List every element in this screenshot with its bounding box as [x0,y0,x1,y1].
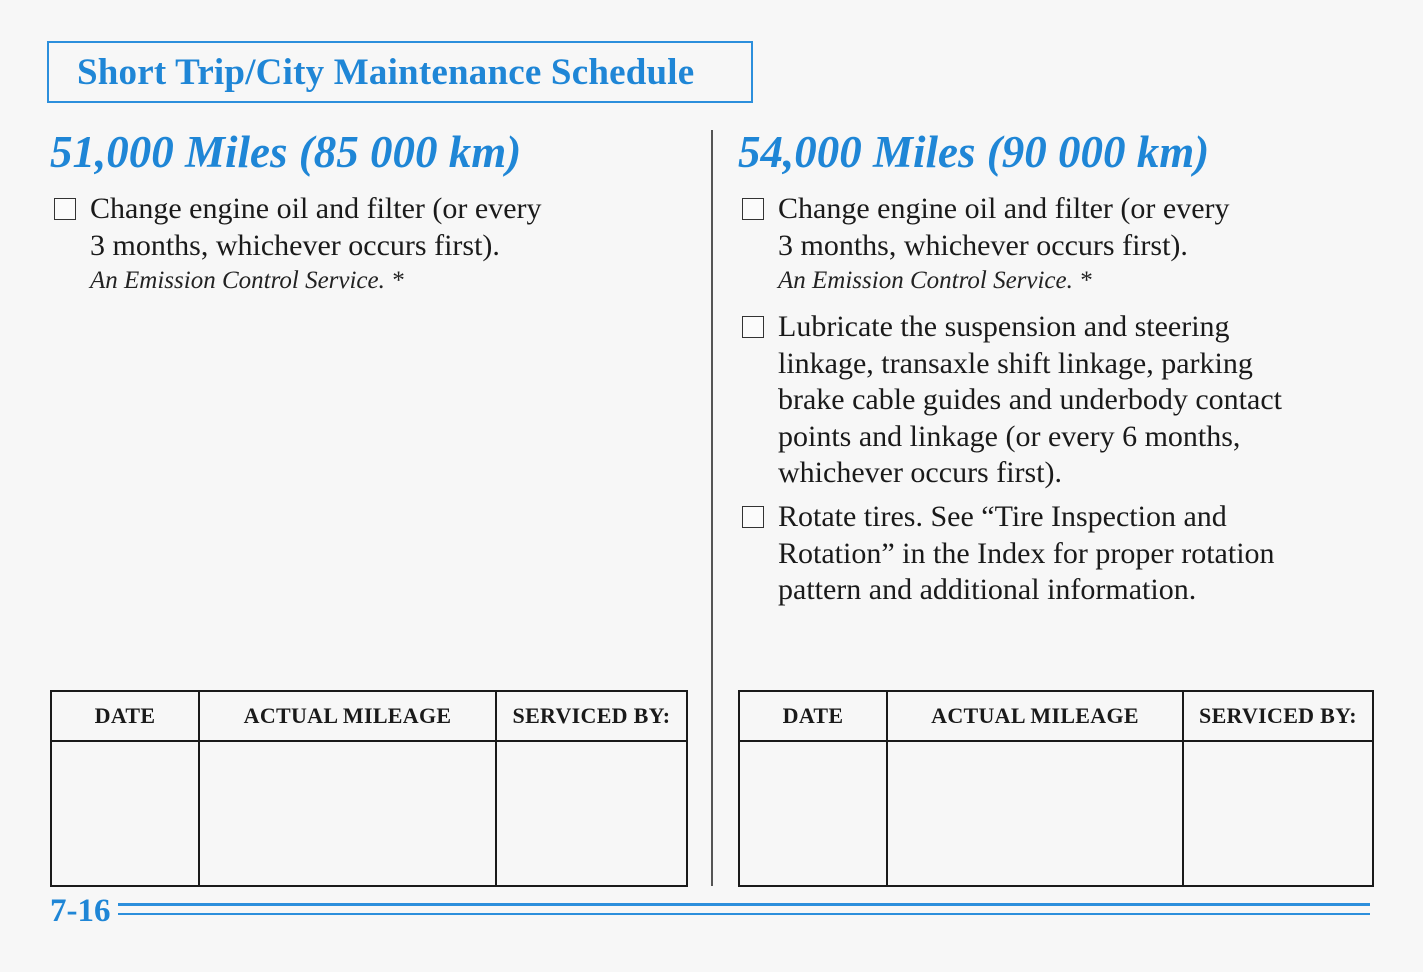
column-divider [711,130,713,886]
section-51000-miles [50,125,690,294]
page-number: 7-16 [50,893,111,929]
column-header-actual-mileage: ACTUAL MILEAGE [887,691,1183,741]
mileage-cell[interactable] [199,741,496,886]
service-log-table-left [50,690,688,887]
checkbox[interactable] [54,198,76,220]
section-heading: 54,000 Miles (90 000 km) [738,127,1210,177]
item-text: Lubricate the suspension and steering linkage, transaxle shift linkage, parking brake cable guides and underbody contact points and linkage (or every 6 months, whichever occurs first). [778,310,1282,489]
column-header-date: DATE [739,691,887,741]
page-title: Short Trip/City Maintenance Schedule [77,51,695,93]
footer-rule-top [118,903,1370,906]
service-log-table-right [738,690,1374,887]
checkbox[interactable] [742,198,764,220]
item-text: Rotate tires. See “Tire Inspection and Rotation” in the Index for proper rotation pattern and additional information. [778,500,1275,606]
section-heading: 51,000 Miles (85 000 km) [50,127,522,177]
checklist-item-lubricate [738,309,1378,492]
serviced-by-cell[interactable] [1183,741,1373,886]
item-text: Change engine oil and filter (or every 3 months, whichever occurs first). [778,192,1230,262]
emission-note: An Emission Control Service. * [778,267,1092,294]
checklist-item-oil-change [50,191,690,298]
column-header-date: DATE [51,691,199,741]
column-header-serviced-by: SERVICED BY: [1183,691,1373,741]
mileage-cell[interactable] [887,741,1183,886]
date-cell[interactable] [739,741,887,886]
title-box [47,41,753,103]
item-text: Change engine oil and filter (or every 3 months, whichever occurs first). [90,192,542,262]
checklist-item-oil-change [738,191,1378,298]
section-54000-miles [738,125,1378,606]
column-header-serviced-by: SERVICED BY: [496,691,687,741]
serviced-by-cell[interactable] [496,741,687,886]
emission-note: An Emission Control Service. * [90,267,404,294]
date-cell[interactable] [51,741,199,886]
checkbox[interactable] [742,316,764,338]
checkbox[interactable] [742,506,764,528]
column-header-actual-mileage: ACTUAL MILEAGE [199,691,496,741]
checklist-item-rotate-tires [738,499,1378,609]
footer-rule-bottom [118,913,1370,915]
